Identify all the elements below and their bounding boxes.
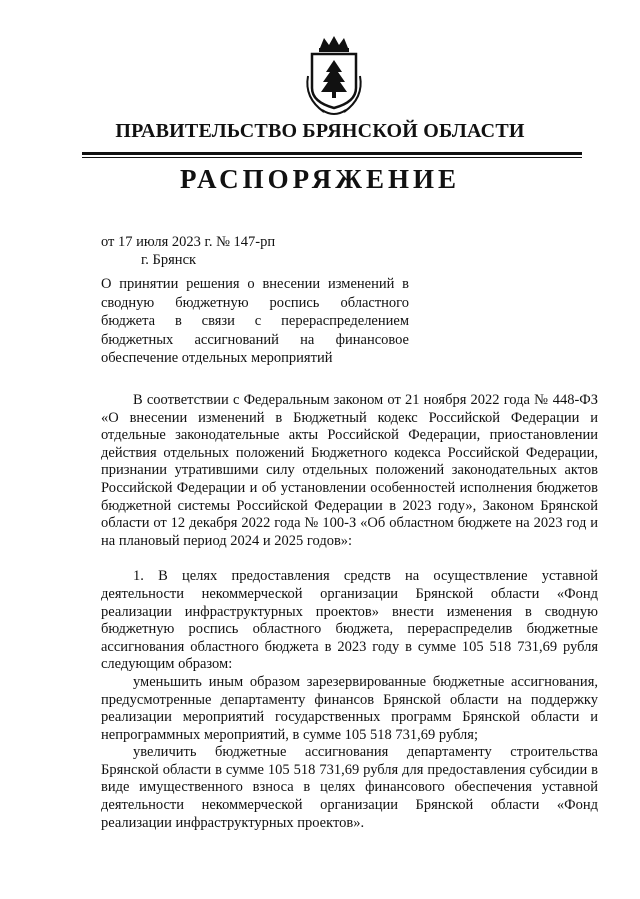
item-1-increase-paragraph: увеличить бюджетные ассигнования департаменту строительства Брянской области в сумме 105 518 731,69 рубля для предоставления субсидии в виде имущественного взноса в целях финансового обеспечения уставной деятельности некоммерческой организации Брянской области «Фонд реализации инфраструктурных проектов».	[101, 744, 598, 831]
coat-of-arms-icon	[302, 36, 366, 118]
document-subject: О принятии решения о внесении изменений в сводную бюджетную роспись областного бюджета в связи с перераспределением бюджетных ассигнований на финансовое обеспечение отдельных мероприятий	[101, 276, 409, 366]
item-1-paragraph: 1. В целях предоставления средств на осуществление уставной деятельности некоммерческой организации Брянской области «Фонд реализации инфраструктурных проектов» внести изменения в сводную бюджетную роспись областного бюджета, перераспределив бюджетные ассигнования областного бюджета в 2023 году в сумме 105 518 731,69 рубля следующим образом:	[101, 568, 598, 673]
preamble-paragraph: В соответствии с Федеральным законом от 21 ноября 2022 года № 448-ФЗ «О внесении изменений в Бюджетный кодекс Российской Федерации и отдельные законодательные акты Российской Федерации, приостановлении действия отдельных положений Бюджетного кодекса Российской Федерации, признании утратившими силу отдельных положений законодательных актов Российской Федерации и об установлении особенностей исполнения бюджетов бюджетной системы Российской Федерации в 2023 году», Законом Брянской области от 12 декабря 2022 года № 100-З «Об областном бюджете на 2023 год и на плановый период 2024 и 2025 годов»:	[101, 392, 598, 549]
item-1-reduce-paragraph: уменьшить иным образом зарезервированные бюджетные ассигнования, предусмотренные департаменту финансов Брянской области на поддержку реализации мероприятий государственных программ Брянской области и непрограммных мероприятий, в сумме 105 518 731,69 рубля;	[101, 673, 598, 743]
header-rule-thick	[82, 152, 582, 155]
government-title: ПРАВИТЕЛЬСТВО БРЯНСКОЙ ОБЛАСТИ	[115, 120, 525, 142]
header-rule-thin	[82, 157, 582, 158]
document-city: г. Брянск	[141, 252, 197, 268]
document-date-number: от 17 июля 2023 г. № 147-рп	[101, 234, 276, 250]
document-meta	[101, 233, 275, 269]
document-body	[101, 392, 598, 832]
document-type-title: РАСПОРЯЖЕНИЕ	[179, 164, 461, 194]
